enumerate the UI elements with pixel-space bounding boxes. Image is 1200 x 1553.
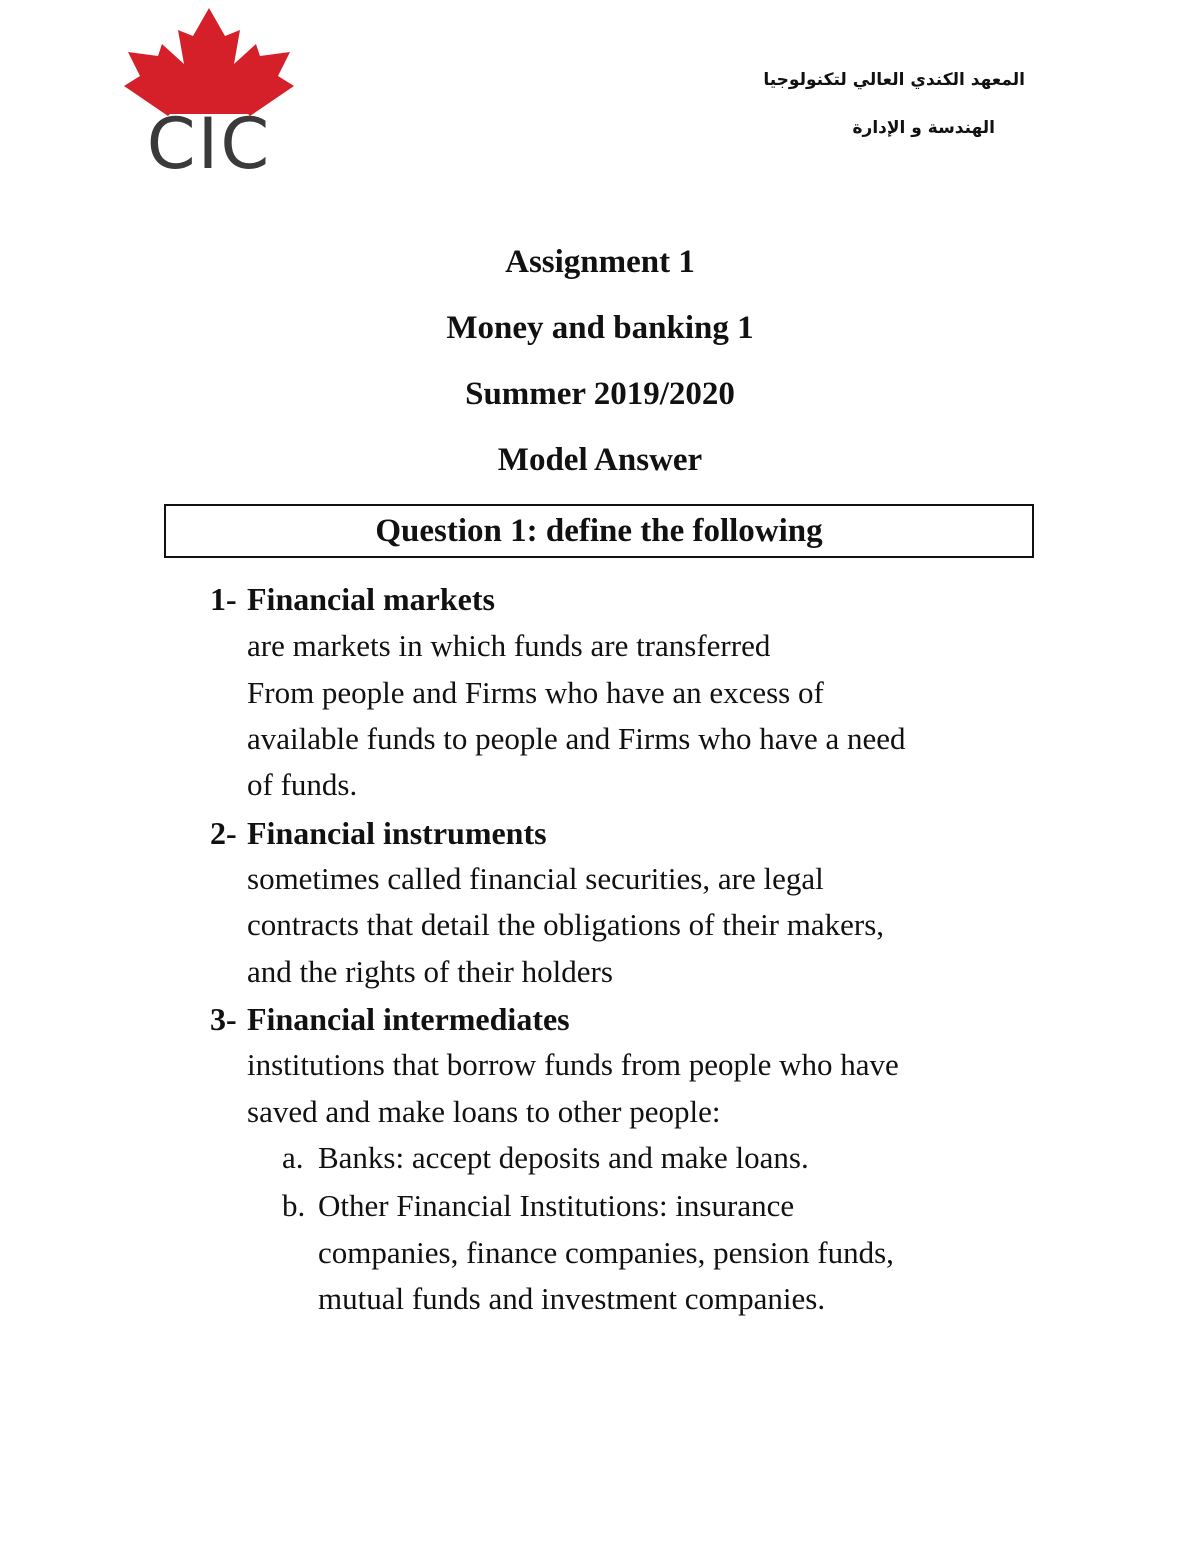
definition-line: of funds. [247, 767, 358, 802]
definition-line: saved and make loans to other people: [247, 1094, 721, 1129]
item-term: Financial intermediates [247, 1001, 570, 1037]
subitem-marker: b. [282, 1188, 306, 1223]
answer-kind-title: Model Answer [497, 442, 703, 478]
definition-line: available funds to people and Firms who have a need [247, 721, 906, 756]
definition-line: and the rights of their holders [247, 954, 613, 989]
question-heading: Question 1: define the following [164, 504, 1034, 558]
subitem-line: Banks: accept deposits and make loans. [318, 1140, 809, 1175]
assignment-title: Assignment 1 [505, 244, 695, 280]
item-term: Financial markets [247, 581, 495, 617]
term-title: Summer 2019/2020 [465, 376, 735, 412]
definition-line: contracts that detail the obligations of their makers, [247, 907, 885, 942]
department-name-arabic: الهندسة و الإدارة [852, 118, 995, 138]
maple-leaf-icon [118, 6, 300, 176]
item-number: 1- [210, 581, 237, 617]
course-title: Money and banking 1 [446, 310, 754, 346]
definition-line: are markets in which funds are transferred [247, 628, 771, 663]
institute-name-arabic: المعهد الكندي العالي لتكنولوجيا [763, 70, 1025, 90]
subitem-marker: a. [282, 1140, 304, 1175]
item-term: Financial instruments [247, 815, 547, 851]
subitem-line: companies, finance companies, pension funds, [318, 1235, 894, 1270]
cic-logo [118, 6, 300, 176]
item-number: 2- [210, 815, 237, 851]
subitem-line: mutual funds and investment companies. [318, 1281, 826, 1316]
logo-text: CIC [146, 103, 272, 176]
definition-line: institutions that borrow funds from people who have [247, 1047, 899, 1082]
definition-line: From people and Firms who have an excess of [247, 675, 824, 710]
definition-line: sometimes called financial securities, are legal [247, 861, 824, 896]
item-number: 3- [210, 1001, 237, 1037]
subitem-line: Other Financial Institutions: insurance [318, 1188, 795, 1223]
